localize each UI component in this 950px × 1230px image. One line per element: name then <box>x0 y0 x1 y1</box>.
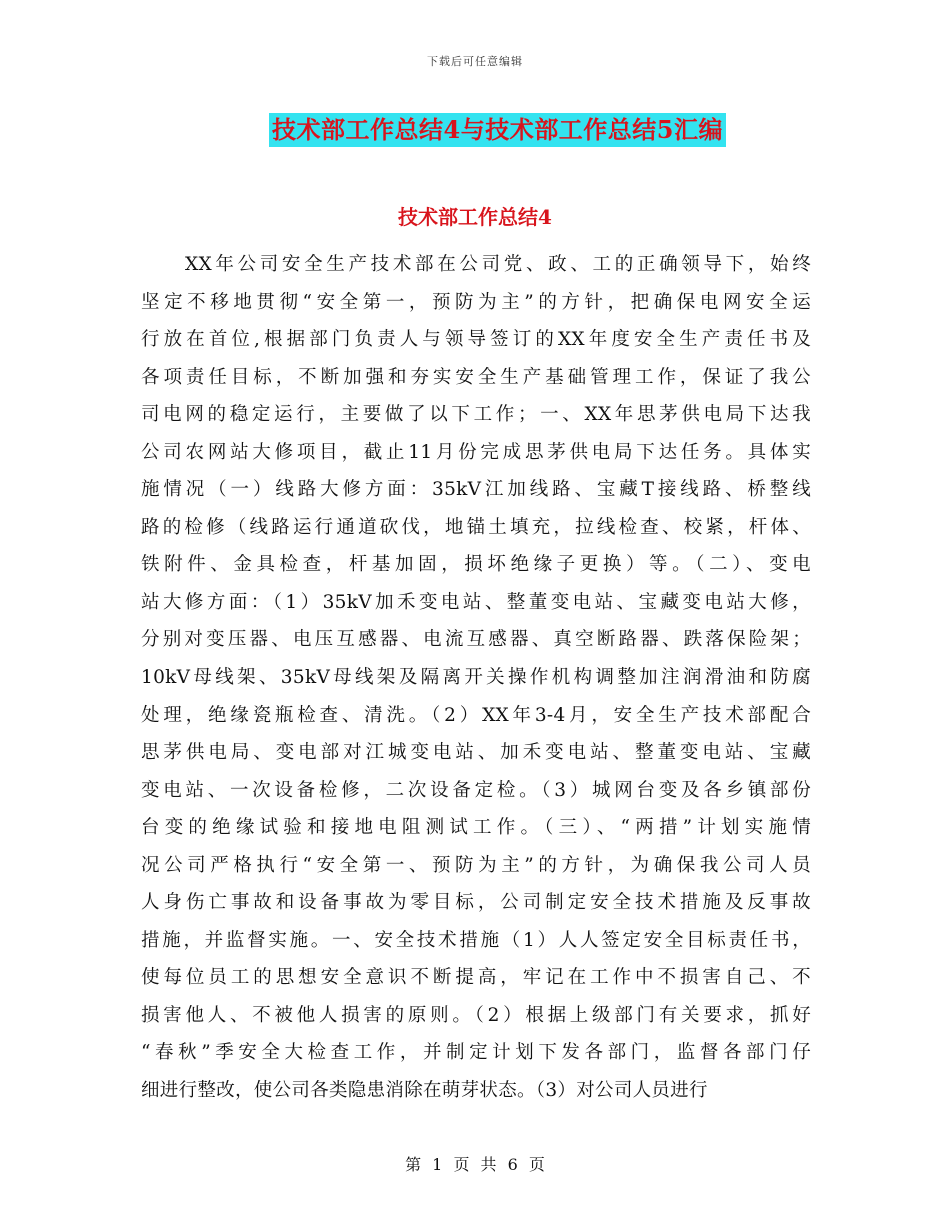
body-line: 公司农网站大修项目，截止11月份完成思茅供电局下达任务。具体实 <box>141 441 811 463</box>
page-number-footer: 第 1 页 共 6 页 <box>405 1155 545 1174</box>
body-line: 处理，绝缘瓷瓶检查、清洗。（2）XX年3-4月，安全生产技术部配合 <box>141 704 811 726</box>
body-line: 10kV母线架、35kV母线架及隔离开关操作机构调整加注润滑油和防腐 <box>141 667 811 689</box>
document-title: 技术部工作总结4与技术部工作总结5汇编 <box>269 113 726 147</box>
body-line: 使每位员工的思想安全意识不断提高，牢记在工作中不损害自己、不 <box>141 967 811 989</box>
body-line: 各项责任目标，不断加强和夯实安全生产基础管理工作，保证了我公 <box>141 366 811 388</box>
body-line: 路的检修（线路运行通道砍伐，地锚土填充，拉线检查、校紧，杆体、 <box>141 516 811 538</box>
body-line: 司电网的稳定运行，主要做了以下工作；一、XX年思茅供电局下达我 <box>141 404 811 426</box>
body-line: 行放在首位,根据部门负责人与领导签订的XX年度安全生产责任书及 <box>141 329 811 351</box>
page-header-note: 下载后可任意编辑 <box>427 55 523 68</box>
body-line: 台变的绝缘试验和接地电阻测试工作。（三）、“两措”计划实施情 <box>141 817 811 839</box>
body-line: “春秋”季安全大检查工作，并制定计划下发各部门，监督各部门仔 <box>141 1042 811 1064</box>
main-title-wrapper <box>0 113 950 147</box>
body-line: 变电站、一次设备检修，二次设备定检。（3）城网台变及各乡镇部份 <box>141 779 811 801</box>
body-line: 细进行整改，使公司各类隐患消除在萌芽状态。（3）对公司人员进行 <box>141 1080 708 1102</box>
section-title: 技术部工作总结4 <box>398 205 552 229</box>
body-line: 损害他人、不被他人损害的原则。（2）根据上级部门有关要求，抓好 <box>141 1004 811 1026</box>
body-line: 铁附件、金具检查，杆基加固，损坏绝缘子更换）等。（二）、变电 <box>141 554 811 576</box>
body-line: 坚定不移地贯彻“安全第一，预防为主”的方针，把确保电网安全运 <box>141 291 811 313</box>
body-line: 况公司严格执行“安全第一、预防为主”的方针，为确保我公司人员 <box>141 854 811 876</box>
body-line: 思茅供电局、变电部对江城变电站、加禾变电站、整董变电站、宝藏 <box>141 742 811 764</box>
body-line: 施情况（一）线路大修方面：35kV江加线路、宝藏T接线路、桥整线 <box>141 479 811 501</box>
body-line: XX年公司安全生产技术部在公司党、政、工的正确领导下，始终 <box>185 254 811 275</box>
body-line: 分别对变压器、电压互感器、电流互感器、真空断路器、跌落保险架； <box>141 629 811 651</box>
body-line: 站大修方面：（1）35kV加禾变电站、整董变电站、宝藏变电站大修， <box>141 591 811 613</box>
body-line: 人身伤亡事故和设备事故为零目标，公司制定安全技术措施及反事故 <box>141 892 811 914</box>
body-line: 措施，并监督实施。一、安全技术措施（1）人人签定安全目标责任书， <box>141 929 811 951</box>
body-paragraph <box>141 246 811 1110</box>
